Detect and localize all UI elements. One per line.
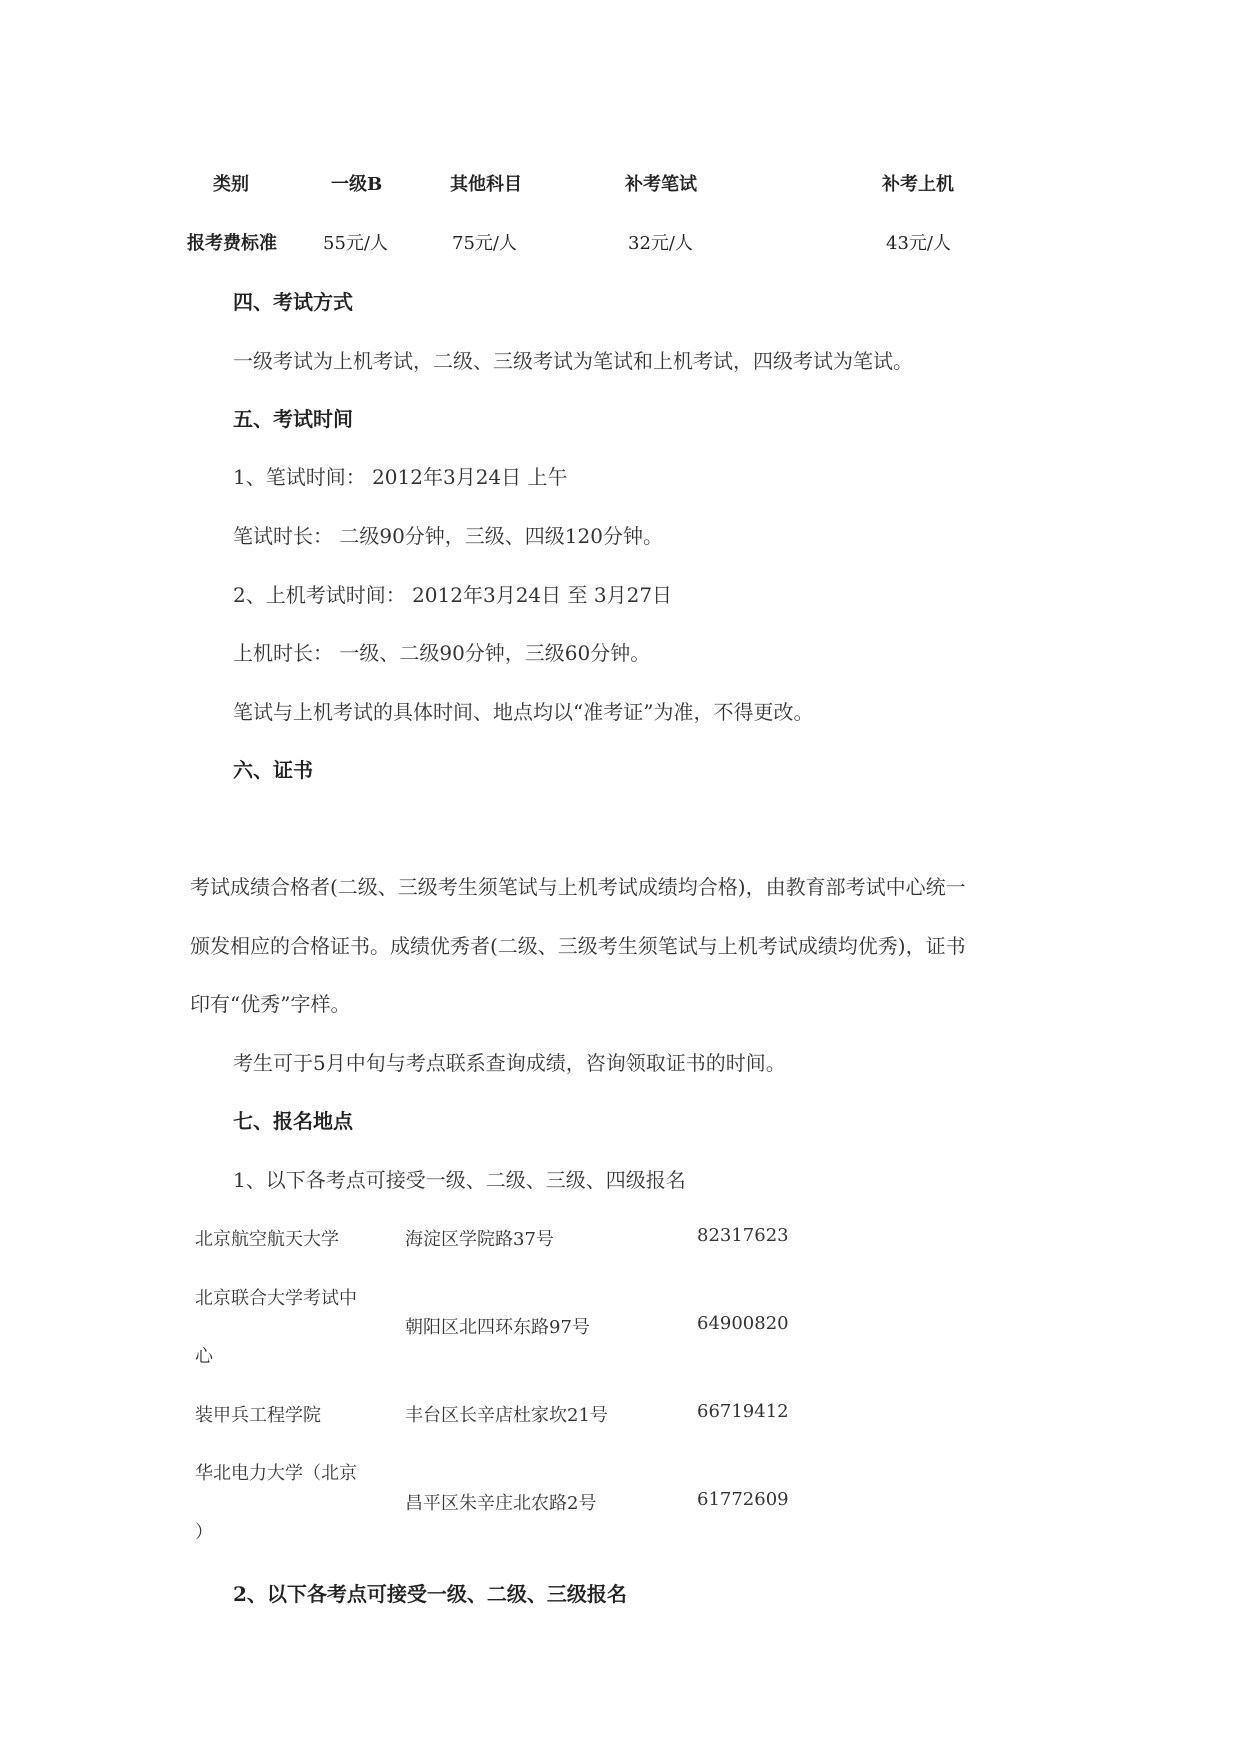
certificate-text-line1: 考试成绩合格者(二级、三级考生须笔试与上机考试成绩均合格)，由教育部考试中心统一 [190,875,966,899]
computer-exam-duration: 上机时长： 一级、二级90分钟，三级60分钟。 [233,641,651,665]
fee-value-makeup-written: 32元/人 [628,233,693,254]
site-name: 华北电力大学（北京 [195,1463,357,1484]
written-exam-time: 1、笔试时间： 2012年3月24日 上午 [233,465,568,489]
heading-exam-time: 五、考试时间 [233,407,353,431]
site-address: 朝阳区北四环东路97号 [405,1317,590,1338]
heading-registration-sites: 七、报名地点 [233,1109,353,1133]
heading-certificate: 六、证书 [233,758,313,782]
site-phone: 61772609 [697,1489,789,1510]
fee-header-category: 类别 [213,174,249,195]
certificate-text-line2: 颁发相应的合格证书。成绩优秀者(二级、三级考生须笔试与上机考试成绩均优秀)，证书 [190,934,966,958]
heading-exam-method: 四、考试方式 [233,290,353,314]
site-name: 北京联合大学考试中 [195,1288,357,1309]
site-phone: 82317623 [697,1225,789,1246]
site-address: 海淀区学院路37号 [405,1229,554,1250]
written-exam-duration: 笔试时长： 二级90分钟，三级、四级120分钟。 [233,524,663,548]
site-phone: 64900820 [697,1313,789,1334]
site-name: 北京航空航天大学 [195,1229,339,1250]
site-name: 装甲兵工程学院 [195,1405,321,1426]
site-name-cont: 心 [195,1346,213,1367]
fee-header-level1b: 一级B [331,174,383,195]
computer-exam-time: 2、上机考试时间： 2012年3月24日 至 3月27日 [233,583,673,607]
score-query-text: 考生可于5月中旬与考点联系查询成绩，咨询领取证书的时间。 [233,1051,786,1075]
admission-ticket-note: 笔试与上机考试的具体时间、地点均以“准考证”为准，不得更改。 [233,700,814,724]
site-address: 丰台区长辛店杜家坎21号 [405,1405,608,1426]
site-phone: 66719412 [697,1401,789,1422]
exam-method-text: 一级考试为上机考试，二级、三级考试为笔试和上机考试，四级考试为笔试。 [233,349,913,373]
fee-value-other: 75元/人 [452,233,517,254]
fee-row-label: 报考费标准 [187,233,277,254]
registration-sub2: 2、以下各考点可接受一级、二级、三级报名 [233,1582,627,1606]
fee-header-makeup-computer: 补考上机 [882,174,954,195]
fee-header-makeup-written: 补考笔试 [625,174,697,195]
fee-value-level1b: 55元/人 [323,233,388,254]
site-name-cont: ） [195,1522,213,1543]
fee-value-makeup-computer: 43元/人 [886,233,951,254]
registration-sub1: 1、以下各考点可接受一级、二级、三级、四级报名 [233,1168,686,1192]
site-address: 昌平区朱辛庄北农路2号 [405,1493,597,1514]
certificate-text-line3: 印有“优秀”字样。 [190,992,351,1016]
fee-header-other: 其他科目 [450,174,522,195]
